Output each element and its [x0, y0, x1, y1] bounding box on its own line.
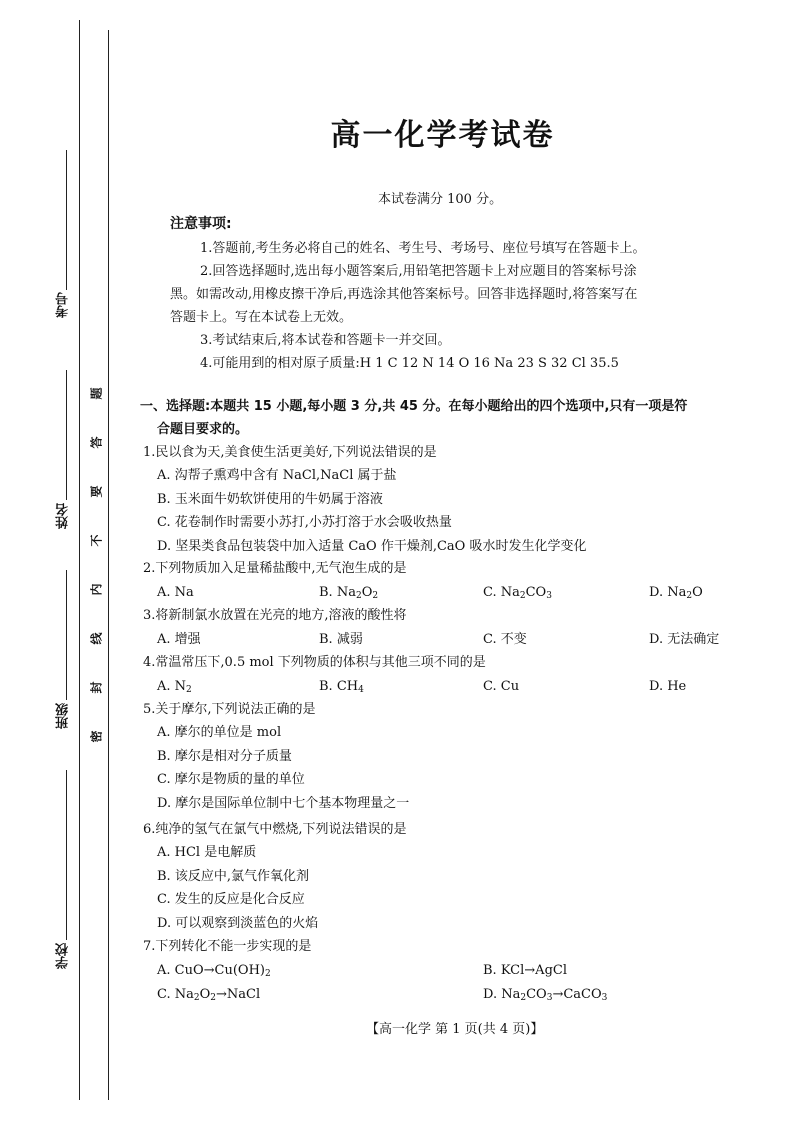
- option-c: C. 不变: [483, 632, 527, 647]
- question-stem: 1.民以食为天,美食使生活更美好,下列说法错误的是: [143, 445, 437, 460]
- option-a: A. 增强: [157, 632, 201, 647]
- option-c: C. 花卷制作时需要小苏打,小苏打溶于水会吸收热量: [157, 515, 452, 530]
- notice-heading: 注意事项:: [170, 216, 232, 232]
- notice-item: 答题卡上。写在本试卷上无效。: [170, 310, 353, 325]
- option-c: C. Cu: [483, 679, 520, 694]
- question-stem: 7.下列转化不能一步实现的是: [143, 939, 312, 954]
- option-b: B. KCl→AgCl: [483, 963, 567, 978]
- school-blank: [66, 770, 67, 940]
- page-footer: 【高一化学 第 1 页(共 4 页)】: [366, 1022, 544, 1037]
- seal-char: 封: [89, 681, 104, 694]
- option-b: B. 该反应中,氯气作氧化剂: [157, 868, 309, 884]
- option-d: D. 坚果类食品包装袋中加入适量 CaO 作干燥剂,CaO 吸水时发生化学变化: [157, 538, 587, 554]
- seal-char: 密: [89, 730, 104, 743]
- name-label: 姓名: [56, 503, 71, 529]
- question-4: [143, 651, 486, 674]
- full-score: 本试卷满分 100 分。: [378, 192, 503, 207]
- section-line: 合题目要求的。: [157, 422, 249, 437]
- question-stem: 3.将新制氯水放置在光亮的地方,溶液的酸性将: [143, 608, 407, 623]
- binding-line-outer: [79, 20, 80, 1100]
- notice-item: 1.答题前,考生务必将自己的姓名、考生号、考场号、座位号填写在答题卡上。: [200, 241, 646, 256]
- exam-no-label: 考号: [56, 292, 71, 318]
- name-blank: [66, 370, 67, 500]
- seal-char: 线: [89, 632, 104, 645]
- option-b: B. 摩尔是相对分子质量: [157, 748, 292, 764]
- question-1: [143, 441, 586, 558]
- seal-char: 内: [89, 583, 104, 596]
- option-b: B. 玉米面牛奶软饼使用的牛奶属于溶液: [157, 491, 383, 507]
- option-c: C. $Na_2CO_3$: [483, 585, 552, 601]
- option-b: B. 减弱: [319, 632, 363, 647]
- notice-item: 黑。如需改动,用橡皮擦干净后,再选涂其他答案标号。回答非选择题时,将答案写在: [170, 287, 638, 302]
- option-c: C. 摩尔是物质的量的单位: [157, 772, 305, 787]
- option-d: D. 可以观察到淡蓝色的火焰: [157, 915, 319, 931]
- school-label: 学校: [56, 943, 71, 969]
- option-a: A. $CuO\to Cu(OH)_2$: [157, 963, 271, 979]
- notice-item: 3.考试结束后,将本试卷和答题卡一并交回。: [200, 333, 451, 348]
- seal-char: 要: [89, 485, 104, 498]
- section-line: 一、选择题:本题共 15 小题,每小题 3 分,共 45 分。在每小题给出的四个选项中,只有一项是符: [140, 399, 688, 414]
- seal-char: 不: [89, 534, 104, 547]
- section-heading: [140, 395, 725, 441]
- seal-char: 答: [89, 436, 104, 449]
- question-stem: 4.常温常压下,0.5 mol 下列物质的体积与其他三项不同的是: [143, 655, 486, 670]
- question-stem: 2.下列物质加入足量稀盐酸中,无气泡生成的是: [143, 561, 407, 576]
- question-6: [143, 818, 407, 935]
- option-b: B. $CH_4$: [319, 679, 364, 695]
- option-a: A. 沟帮子熏鸡中含有 NaCl,NaCl 属于盐: [157, 468, 397, 483]
- notice-item: 2.回答选择题时,选出每小题答案后,用铅笔把答题卡上对应题目的答案标号涂: [200, 264, 637, 279]
- title-block: [140, 110, 720, 154]
- option-d: D. 无法确定: [649, 632, 720, 647]
- option-d: D. $Na_2CO_3\to CaCO_3$: [483, 987, 608, 1003]
- class-blank: [66, 570, 67, 700]
- option-a: A. 摩尔的单位是 mol: [157, 725, 282, 740]
- question-3: [143, 604, 407, 627]
- option-d: D. He: [649, 679, 687, 694]
- option-a: A. $N_2$: [157, 679, 192, 695]
- option-a: A. HCl 是电解质: [157, 845, 257, 860]
- notice-list: [170, 237, 730, 375]
- question-7: [143, 935, 311, 958]
- question-2: [143, 557, 407, 580]
- class-label: 班级: [56, 703, 71, 729]
- question-5: [143, 698, 409, 815]
- page-title: 高一化学考试卷: [330, 118, 555, 153]
- option-b: B. $Na_2O_2$: [319, 585, 379, 601]
- option-a: A. Na: [157, 585, 194, 600]
- seal-char: 题: [89, 387, 104, 400]
- binding-line-inner: [108, 30, 109, 1100]
- option-d: D. 摩尔是国际单位制中七个基本物理量之一: [157, 795, 410, 811]
- option-c: C. 发生的反应是化合反应: [157, 892, 305, 907]
- question-stem: 5.关于摩尔,下列说法正确的是: [143, 702, 316, 717]
- notice-item: 4.可能用到的相对原子质量:H 1 C 12 N 14 O 16 Na 23 S 32 Cl 35.5: [200, 356, 619, 371]
- seal-line-text: [88, 385, 104, 745]
- exam-no-blank: [66, 150, 67, 290]
- option-d: D. $Na_2O$: [649, 585, 703, 601]
- question-stem: 6.纯净的氢气在氯气中燃烧,下列说法错误的是: [143, 822, 407, 837]
- option-c: C. $Na_2O_2\to NaCl$: [157, 987, 261, 1003]
